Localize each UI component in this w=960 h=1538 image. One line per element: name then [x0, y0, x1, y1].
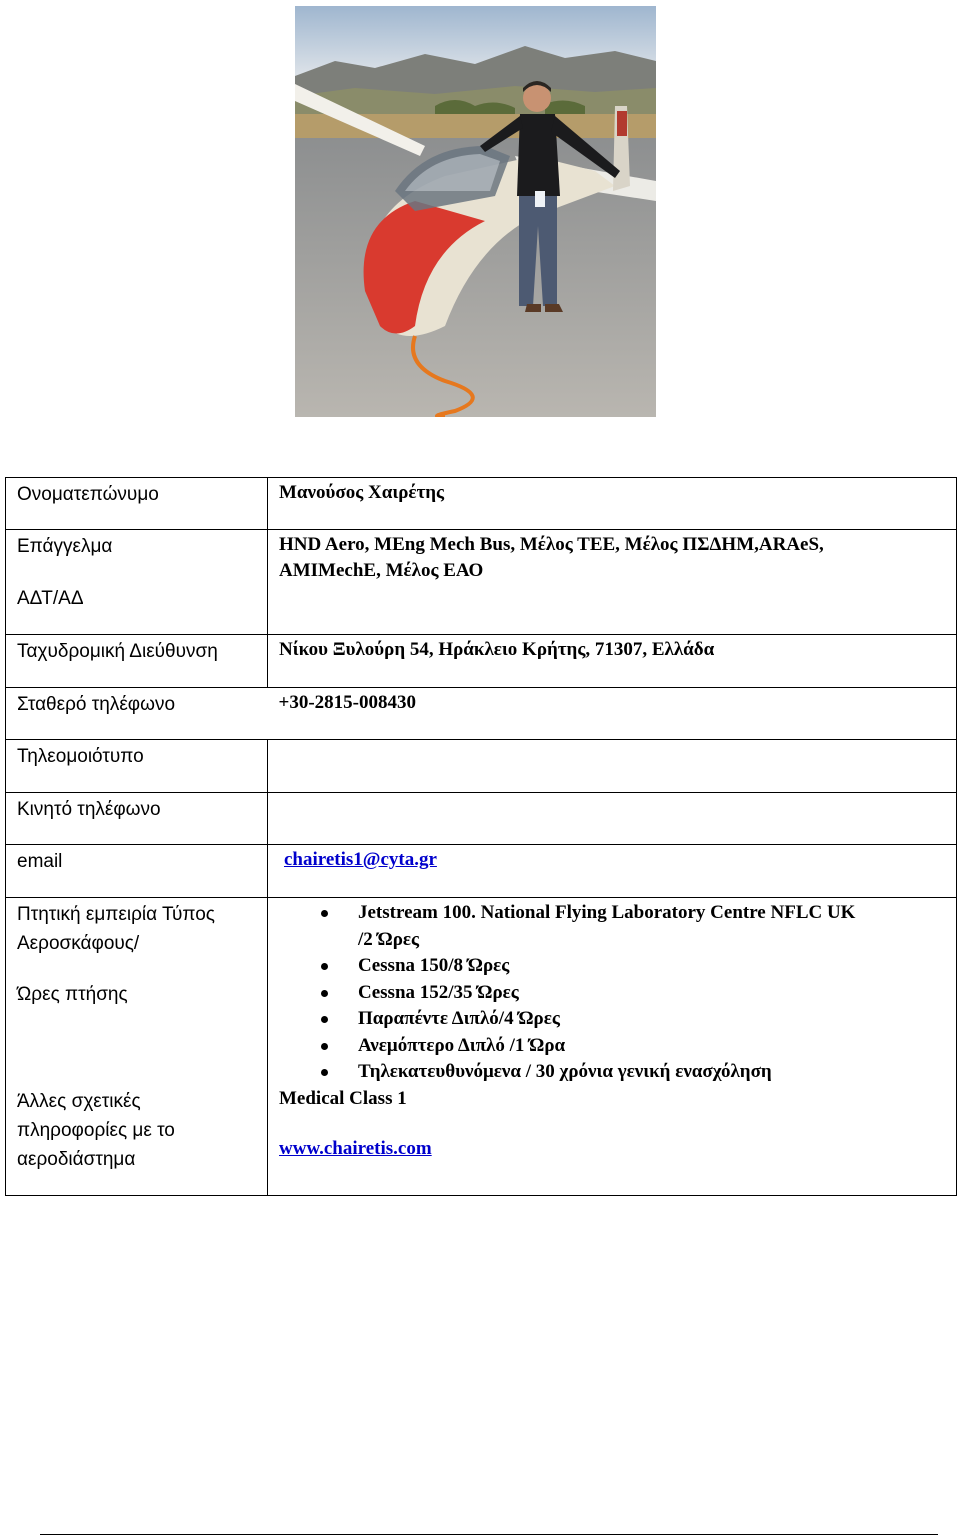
table-row	[6, 530, 957, 582]
medical-class: Medical Class 1	[279, 1087, 407, 1109]
value-fax	[268, 740, 957, 793]
label-id	[6, 582, 268, 635]
list-item	[358, 953, 956, 980]
email-label: email	[17, 851, 63, 872]
name-label: Ονοματεπώνυμο	[17, 484, 159, 505]
table-row	[6, 688, 957, 740]
list-item	[358, 1006, 956, 1033]
profile-photo	[295, 6, 656, 417]
table-row	[6, 635, 957, 688]
other-label-line3: αεροδιάστημα	[17, 1149, 136, 1170]
label-experience	[6, 898, 268, 1196]
address-value: Νίκου Ξυλούρη 54, Ηράκλειο Κρήτης, 71307, Ελλάδα	[279, 639, 715, 660]
experience-label-line2: Αεροσκάφους/	[17, 933, 140, 954]
value-name	[268, 478, 957, 530]
value-profession	[268, 530, 957, 635]
experience-item-text: Τηλεκατευθυνόμενα / 30 χρόνια γενική ενασχόληση	[358, 1061, 772, 1082]
table-row	[6, 793, 957, 845]
label-name	[6, 478, 268, 530]
table-row	[6, 740, 957, 793]
list-item	[358, 900, 956, 953]
phone-label: Σταθερό τηλέφωνο	[17, 694, 176, 715]
list-item	[358, 980, 956, 1007]
table-row	[6, 845, 957, 898]
other-label-line1: Άλλες σχετικές	[17, 1091, 141, 1112]
table-row	[6, 478, 957, 530]
value-email	[268, 845, 957, 898]
value-phone	[268, 688, 957, 740]
list-item	[358, 1033, 956, 1060]
phone-value: +30-2815-008430	[278, 692, 416, 713]
experience-item-text: Παραπέντε Διπλό/4 Ώρες	[358, 1008, 560, 1029]
experience-item-line2: /2 Ώρες	[358, 928, 420, 950]
mobile-label: Κινητό τηλέφωνο	[17, 799, 161, 820]
other-label-line2: πληροφορίες με το	[17, 1120, 175, 1141]
id-label: ΑΔΤ/ΑΔ	[17, 587, 84, 609]
name-value: Μανούσος Χαιρέτης	[279, 482, 445, 503]
value-experience	[268, 898, 957, 1196]
footer-rule	[40, 1534, 938, 1535]
email-link[interactable]: chairetis1@cyta.gr	[284, 849, 437, 870]
experience-item-text: Cessna 150/8 Ώρες	[358, 955, 510, 976]
address-label: Ταχυδρομική Διεύθυνση	[17, 641, 218, 662]
experience-item-text: Ανεμόπτερο Διπλό /1 Ώρα	[358, 1034, 566, 1056]
label-email	[6, 845, 268, 898]
label-address	[6, 635, 268, 688]
experience-label-line1: Πτητική εμπειρία Τύπος	[17, 904, 215, 925]
website-link[interactable]: www.chairetis.com	[279, 1137, 432, 1159]
profession-value-line2: AMIMechE, Μέλος ΕΑΟ	[279, 560, 484, 581]
label-phone	[6, 688, 268, 740]
website-row	[279, 1136, 956, 1162]
experience-list	[279, 900, 956, 1086]
experience-item-text: Cessna 152/35 Ώρες	[358, 981, 519, 1003]
label-fax	[6, 740, 268, 793]
experience-label-line3: Ώρες πτήσης	[17, 984, 128, 1005]
value-mobile	[268, 793, 957, 845]
label-mobile	[6, 793, 268, 845]
profession-label: Επάγγελμα	[17, 536, 113, 557]
cv-table	[5, 477, 957, 1196]
value-address	[268, 635, 957, 688]
profession-value-line1: HND Aero, MEng Mech Bus, Μέλος ΤΕΕ, Μέλος ΠΣΔΗΜ,ARAeS,	[279, 534, 824, 555]
label-profession	[6, 530, 268, 582]
table-row	[6, 898, 957, 1196]
experience-item-line1: Jetstream 100. National Flying Laboratory Centre NFLC UK	[358, 902, 856, 923]
list-item	[358, 1059, 956, 1086]
fax-label: Τηλεομοιότυπο	[17, 746, 144, 767]
